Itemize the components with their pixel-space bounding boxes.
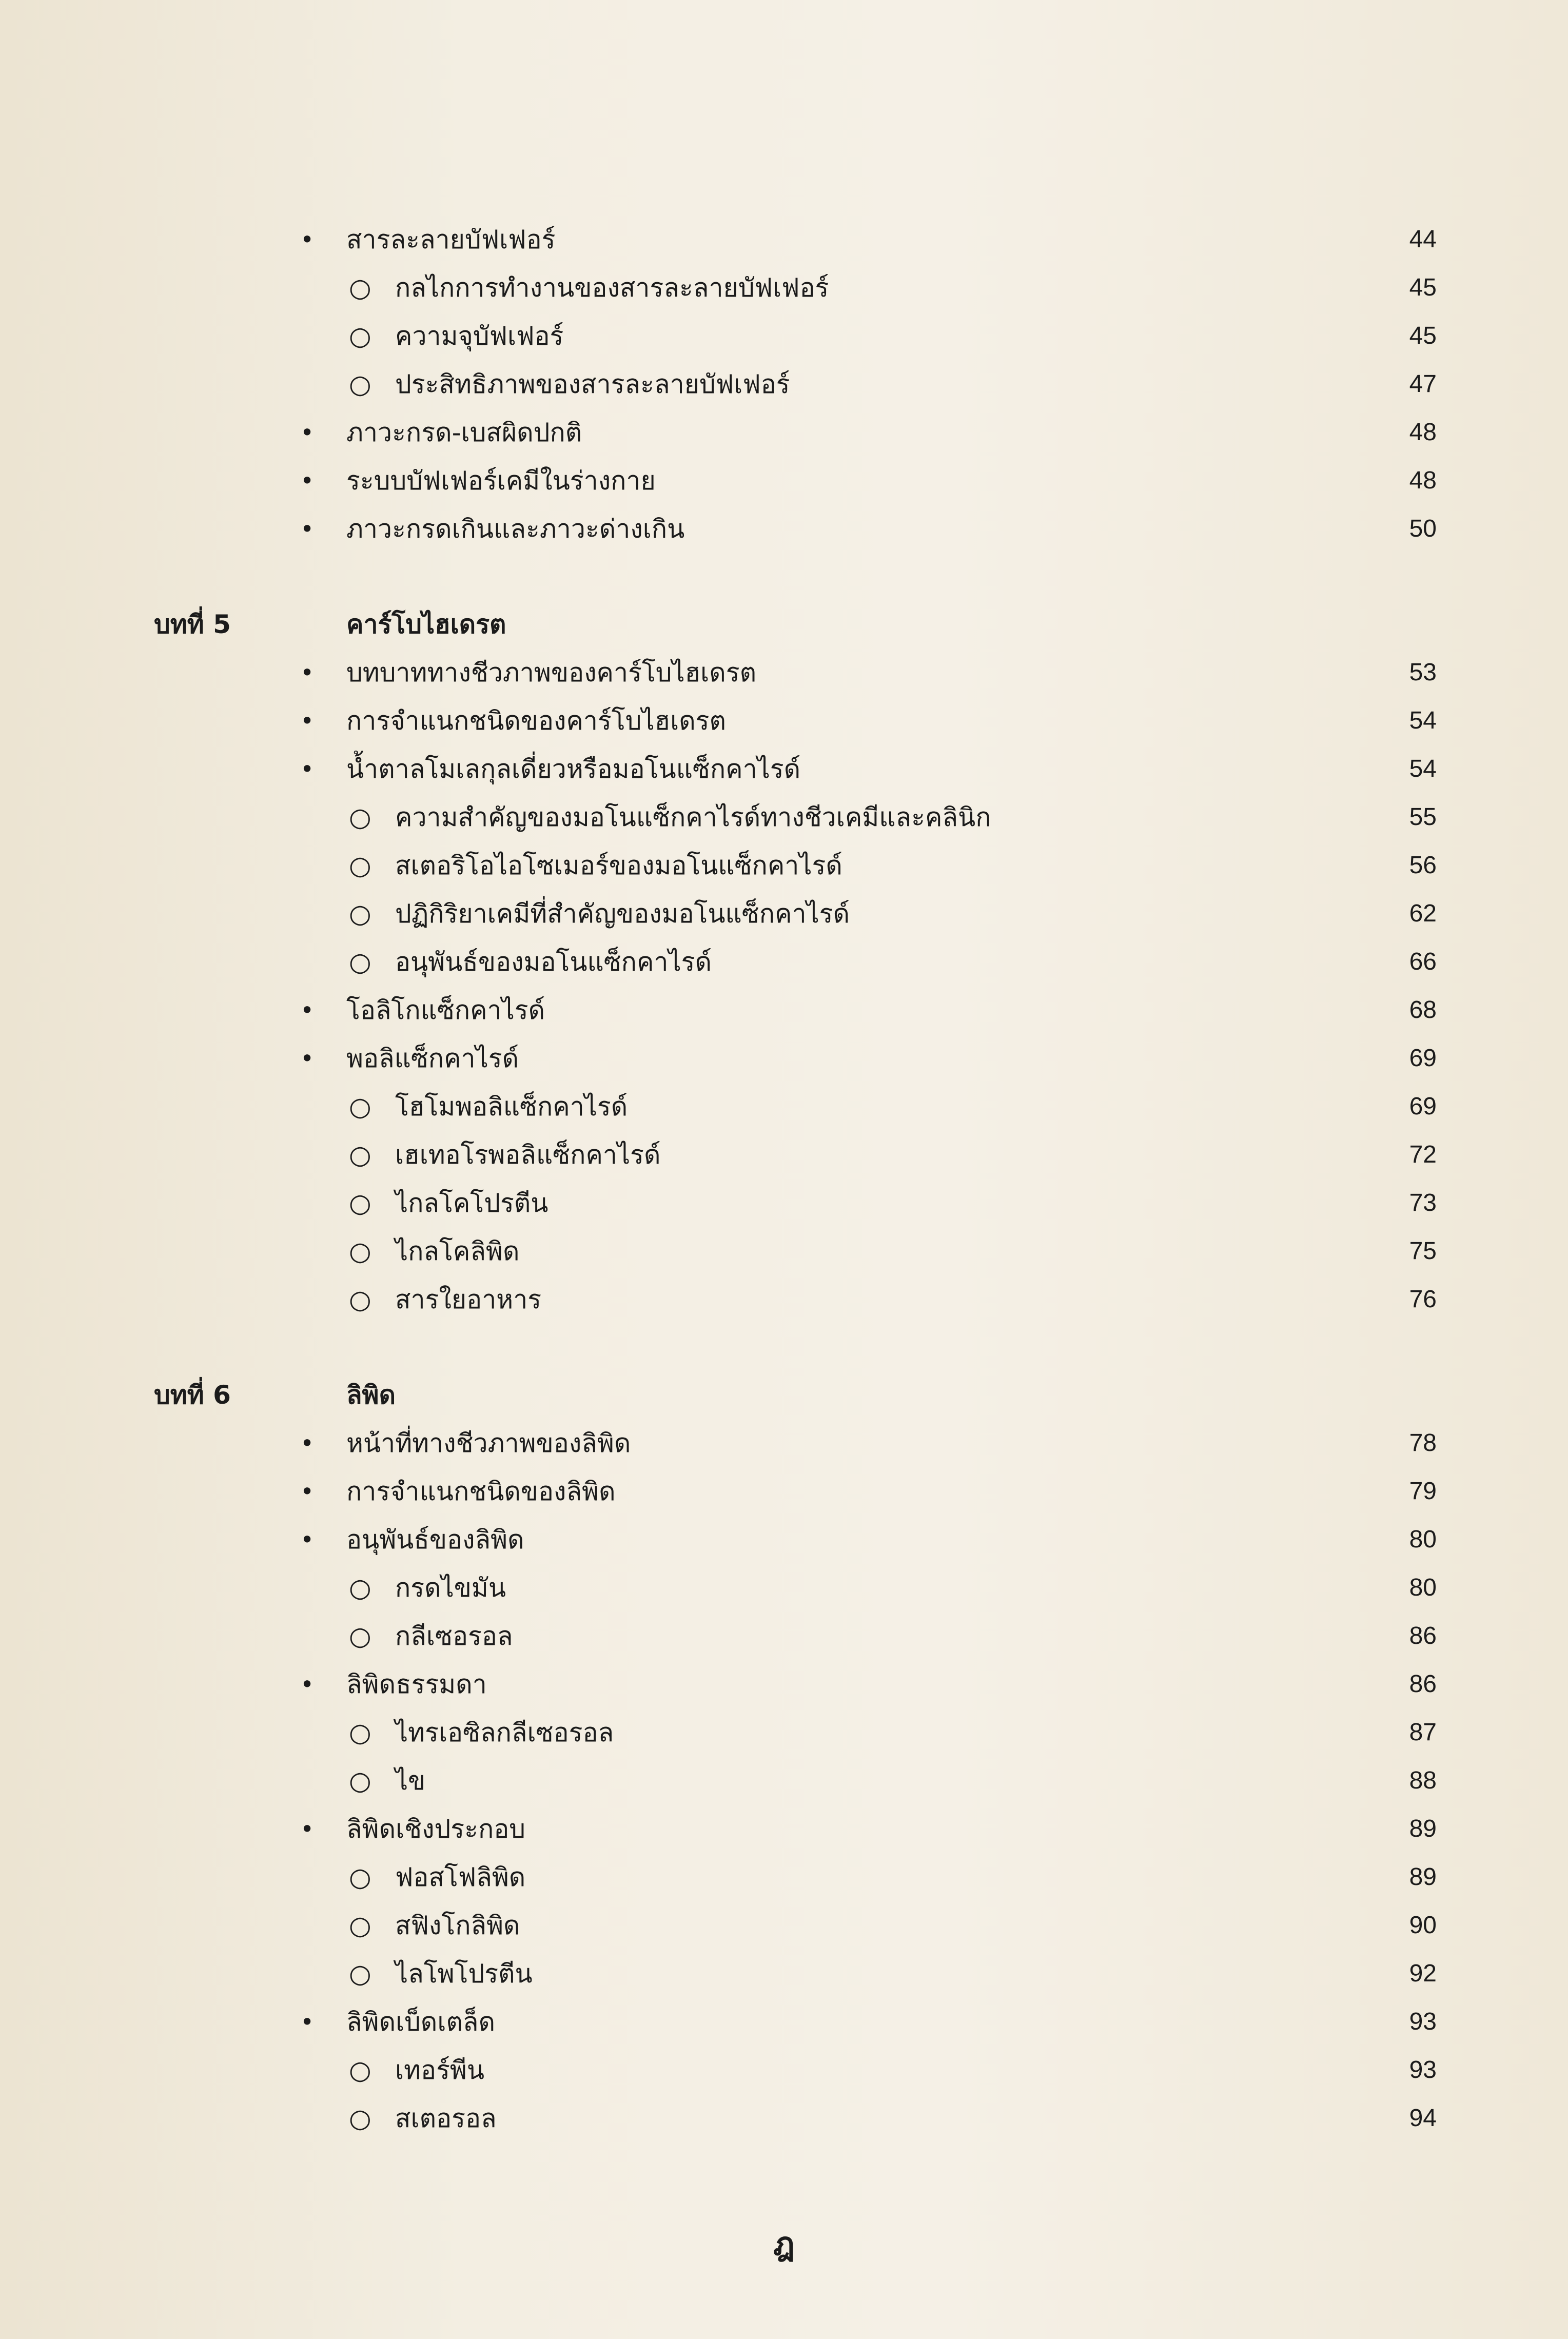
toc-subentry bbox=[154, 360, 1437, 408]
bullet-icon: • bbox=[300, 707, 315, 735]
toc-subentry bbox=[154, 1275, 1437, 1324]
toc-entry-title: ภาวะกรด-เบสผิดปกติ bbox=[346, 418, 582, 447]
bullet-icon: • bbox=[300, 2008, 315, 2036]
toc-entry-title: โอลิโกแซ็กคาไรด์ bbox=[346, 995, 545, 1025]
toc-page-number: 54 bbox=[1409, 707, 1437, 734]
toc-entry-title: ภาวะกรดเกินและภาวะด่างเกิน bbox=[346, 514, 685, 544]
toc-entry-title: ลิพิดธรรมดา bbox=[346, 1669, 487, 1699]
bullet-icon: • bbox=[300, 1429, 315, 1457]
toc-entry bbox=[154, 648, 1437, 697]
toc-entry-title: ไทรเอซิลกลีเซอรอล bbox=[395, 1718, 614, 1747]
toc-entry-title: กรดไขมัน bbox=[395, 1573, 506, 1603]
bullet-icon: • bbox=[300, 1526, 315, 1554]
bullet-icon: • bbox=[300, 419, 315, 446]
toc-page-number: 86 bbox=[1409, 1670, 1437, 1698]
toc-subentry bbox=[154, 793, 1437, 841]
toc-subentry bbox=[154, 1901, 1437, 1950]
circle-bullet-icon: ○ bbox=[349, 1236, 371, 1266]
toc-entry bbox=[154, 1998, 1437, 2046]
toc-page-number: 80 bbox=[1409, 1574, 1437, 1601]
toc-page-number: 89 bbox=[1409, 1863, 1437, 1891]
chapter-heading bbox=[154, 1371, 1437, 1419]
chapter-heading bbox=[154, 600, 1437, 648]
toc-page-number: 79 bbox=[1409, 1478, 1437, 1505]
bullet-icon: • bbox=[300, 515, 315, 543]
toc-page-number: 47 bbox=[1409, 370, 1437, 398]
toc-entry-title: พอลิแซ็กคาไรด์ bbox=[346, 1044, 519, 1073]
toc-page-number: 44 bbox=[1409, 226, 1437, 253]
section-gap bbox=[154, 553, 1437, 600]
circle-bullet-icon: ○ bbox=[349, 1285, 371, 1314]
chapter-number: บทที่ 6 bbox=[154, 1380, 231, 1410]
toc-entry-title: การจำแนกชนิดของลิพิด bbox=[346, 1477, 616, 1506]
toc-entry-title: เฮเทอโรพอลิแซ็กคาไรด์ bbox=[395, 1140, 661, 1170]
toc-entry-title: ความสำคัญของมอโนแซ็กคาไรด์ทางชีวเคมีและคลินิก bbox=[395, 802, 991, 832]
toc-page-number: 56 bbox=[1409, 852, 1437, 879]
toc-entry bbox=[154, 1660, 1437, 1708]
circle-bullet-icon: ○ bbox=[349, 1188, 371, 1218]
circle-bullet-icon: ○ bbox=[349, 802, 371, 832]
toc-entry-title: ไกลโคลิพิด bbox=[395, 1236, 520, 1266]
toc-entry bbox=[154, 1467, 1437, 1516]
toc-entry bbox=[154, 408, 1437, 457]
circle-bullet-icon: ○ bbox=[349, 1959, 371, 1989]
circle-bullet-icon: ○ bbox=[349, 947, 371, 977]
toc-subentry bbox=[154, 1853, 1437, 1901]
toc-subentry bbox=[154, 841, 1437, 890]
circle-bullet-icon: ○ bbox=[349, 1573, 371, 1603]
toc-subentry bbox=[154, 1950, 1437, 1998]
bullet-icon: • bbox=[300, 659, 315, 686]
toc-page-number: 48 bbox=[1409, 467, 1437, 494]
toc-entry-title: สเตอริโอไอโซเมอร์ของมอโนแซ็กคาไรด์ bbox=[395, 851, 842, 880]
circle-bullet-icon: ○ bbox=[349, 321, 371, 351]
toc-entry-title: ระบบบัฟเฟอร์เคมีในร่างกาย bbox=[346, 466, 656, 496]
circle-bullet-icon: ○ bbox=[349, 1766, 371, 1796]
toc-entry-title: ไข bbox=[395, 1766, 426, 1796]
toc-subentry bbox=[154, 2046, 1437, 2094]
toc-page-number: 78 bbox=[1409, 1429, 1437, 1457]
toc-subentry bbox=[154, 1131, 1437, 1179]
toc-page-number: 45 bbox=[1409, 274, 1437, 301]
toc-page-number: 88 bbox=[1409, 1767, 1437, 1794]
bullet-icon: • bbox=[300, 755, 315, 783]
toc-entry-title: สเตอรอล bbox=[395, 2104, 497, 2133]
toc-page-number: 72 bbox=[1409, 1141, 1437, 1168]
toc-page-number: 48 bbox=[1409, 419, 1437, 446]
toc-page-number: 76 bbox=[1409, 1286, 1437, 1313]
toc-entry-title: อนุพันธ์ของลิพิด bbox=[346, 1525, 524, 1555]
circle-bullet-icon: ○ bbox=[349, 851, 371, 880]
toc-page-number: 69 bbox=[1409, 1045, 1437, 1072]
bullet-icon: • bbox=[300, 467, 315, 495]
circle-bullet-icon: ○ bbox=[349, 2104, 371, 2133]
toc-entry-title: กลีเซอรอล bbox=[395, 1621, 513, 1651]
toc-subentry bbox=[154, 2094, 1437, 2143]
toc-entry-title: อนุพันธ์ของมอโนแซ็กคาไรด์ bbox=[395, 947, 712, 977]
chapter-number: บทที่ 5 bbox=[154, 610, 231, 639]
toc-subentry bbox=[154, 1227, 1437, 1275]
toc-entry-title: สารใยอาหาร bbox=[395, 1285, 542, 1314]
toc-subentry bbox=[154, 312, 1437, 360]
bullet-icon: • bbox=[300, 1670, 315, 1698]
bullet-icon: • bbox=[300, 1045, 315, 1072]
toc-entry-title: ไกลโคโปรตีน bbox=[395, 1188, 548, 1218]
page-number: ฎ bbox=[773, 2225, 795, 2263]
toc-entry bbox=[154, 986, 1437, 1034]
toc-entry bbox=[154, 697, 1437, 745]
bullet-icon: • bbox=[300, 1815, 315, 1843]
toc-entry bbox=[154, 1805, 1437, 1853]
toc-page-number: 93 bbox=[1409, 2008, 1437, 2035]
toc-entry bbox=[154, 505, 1437, 553]
toc-page-number: 69 bbox=[1409, 1093, 1437, 1120]
toc-entry-title: ปฏิกิริยาเคมีที่สำคัญของมอโนแซ็กคาไรด์ bbox=[395, 899, 850, 929]
circle-bullet-icon: ○ bbox=[349, 1911, 371, 1940]
toc-page-number: 53 bbox=[1409, 659, 1437, 686]
toc-entry-title: สารละลายบัฟเฟอร์ bbox=[346, 225, 556, 254]
circle-bullet-icon: ○ bbox=[349, 1621, 371, 1651]
toc-page-number: 50 bbox=[1409, 515, 1437, 542]
toc-page-number: 92 bbox=[1409, 1960, 1437, 1987]
circle-bullet-icon: ○ bbox=[349, 1862, 371, 1892]
toc-page-number: 89 bbox=[1409, 1815, 1437, 1842]
toc-subentry bbox=[154, 1083, 1437, 1131]
toc-subentry bbox=[154, 1757, 1437, 1805]
toc-entry bbox=[154, 745, 1437, 793]
circle-bullet-icon: ○ bbox=[349, 899, 371, 929]
toc-page-number: 62 bbox=[1409, 900, 1437, 927]
toc-entry-title: การจำแนกชนิดของคาร์โบไฮเดรต bbox=[346, 706, 726, 736]
section-gap bbox=[154, 1324, 1437, 1371]
toc-page-number: 45 bbox=[1409, 322, 1437, 349]
bullet-icon: • bbox=[300, 226, 315, 253]
circle-bullet-icon: ○ bbox=[349, 1140, 371, 1170]
toc-page-number: 55 bbox=[1409, 803, 1437, 831]
toc-subentry bbox=[154, 1612, 1437, 1660]
toc-entry-title: ประสิทธิภาพของสารละลายบัฟเฟอร์ bbox=[395, 369, 790, 399]
toc-entry-title: ลิพิด bbox=[346, 1380, 396, 1410]
toc-entry-title: ฟอสโฟลิพิด bbox=[395, 1862, 526, 1892]
toc-subentry bbox=[154, 1564, 1437, 1612]
toc-entry bbox=[154, 1419, 1437, 1467]
toc-page-number: 66 bbox=[1409, 948, 1437, 975]
toc-entry bbox=[154, 1516, 1437, 1564]
toc-page-number: 75 bbox=[1409, 1237, 1437, 1265]
toc-entry bbox=[154, 215, 1437, 264]
toc-entry-title: โฮโมพอลิแซ็กคาไรด์ bbox=[395, 1092, 628, 1122]
toc-entry-title: เทอร์พีน bbox=[395, 2055, 485, 2085]
toc-entry-title: น้ำตาลโมเลกุลเดี่ยวหรือมอโนแซ็กคาไรด์ bbox=[346, 754, 801, 784]
toc-subentry bbox=[154, 1708, 1437, 1757]
toc-entry-title: สฟิงโกลิพิด bbox=[395, 1911, 520, 1940]
toc-subentry bbox=[154, 1179, 1437, 1227]
circle-bullet-icon: ○ bbox=[349, 369, 371, 399]
toc-entry-title: คาร์โบไฮเดรต bbox=[346, 610, 506, 639]
toc-subentry bbox=[154, 890, 1437, 938]
toc-entry bbox=[154, 1034, 1437, 1083]
bullet-icon: • bbox=[300, 996, 315, 1024]
toc-entry-title: ไลโพโปรตีน bbox=[395, 1959, 533, 1989]
toc-entry-title: บทบาททางชีวภาพของคาร์โบไฮเดรต bbox=[346, 658, 757, 687]
toc-page-number: 94 bbox=[1409, 2105, 1437, 2132]
toc-page-number: 68 bbox=[1409, 996, 1437, 1024]
toc-page-number: 73 bbox=[1409, 1189, 1437, 1216]
toc-entry-title: ลิพิดเชิงประกอบ bbox=[346, 1814, 525, 1844]
circle-bullet-icon: ○ bbox=[349, 1718, 371, 1747]
toc-entry-title: หน้าที่ทางชีวภาพของลิพิด bbox=[346, 1428, 631, 1458]
toc-subentry bbox=[154, 938, 1437, 986]
circle-bullet-icon: ○ bbox=[349, 1092, 371, 1122]
circle-bullet-icon: ○ bbox=[349, 273, 371, 303]
toc-subentry bbox=[154, 264, 1437, 312]
toc-entry-title: ลิพิดเบ็ดเตล็ด bbox=[346, 2007, 496, 2037]
table-of-contents bbox=[154, 215, 1437, 2143]
bullet-icon: • bbox=[300, 1478, 315, 1505]
toc-entry bbox=[154, 457, 1437, 505]
toc-page-number: 90 bbox=[1409, 1912, 1437, 1939]
circle-bullet-icon: ○ bbox=[349, 2055, 371, 2085]
toc-entry-title: กลไกการทำงานของสารละลายบัฟเฟอร์ bbox=[395, 273, 829, 303]
toc-page-number: 87 bbox=[1409, 1719, 1437, 1746]
toc-entry-title: ความจุบัฟเฟอร์ bbox=[395, 321, 564, 351]
toc-page-number: 86 bbox=[1409, 1622, 1437, 1649]
toc-page-number: 54 bbox=[1409, 755, 1437, 782]
toc-page-number: 80 bbox=[1409, 1526, 1437, 1553]
toc-page-number: 93 bbox=[1409, 2056, 1437, 2084]
